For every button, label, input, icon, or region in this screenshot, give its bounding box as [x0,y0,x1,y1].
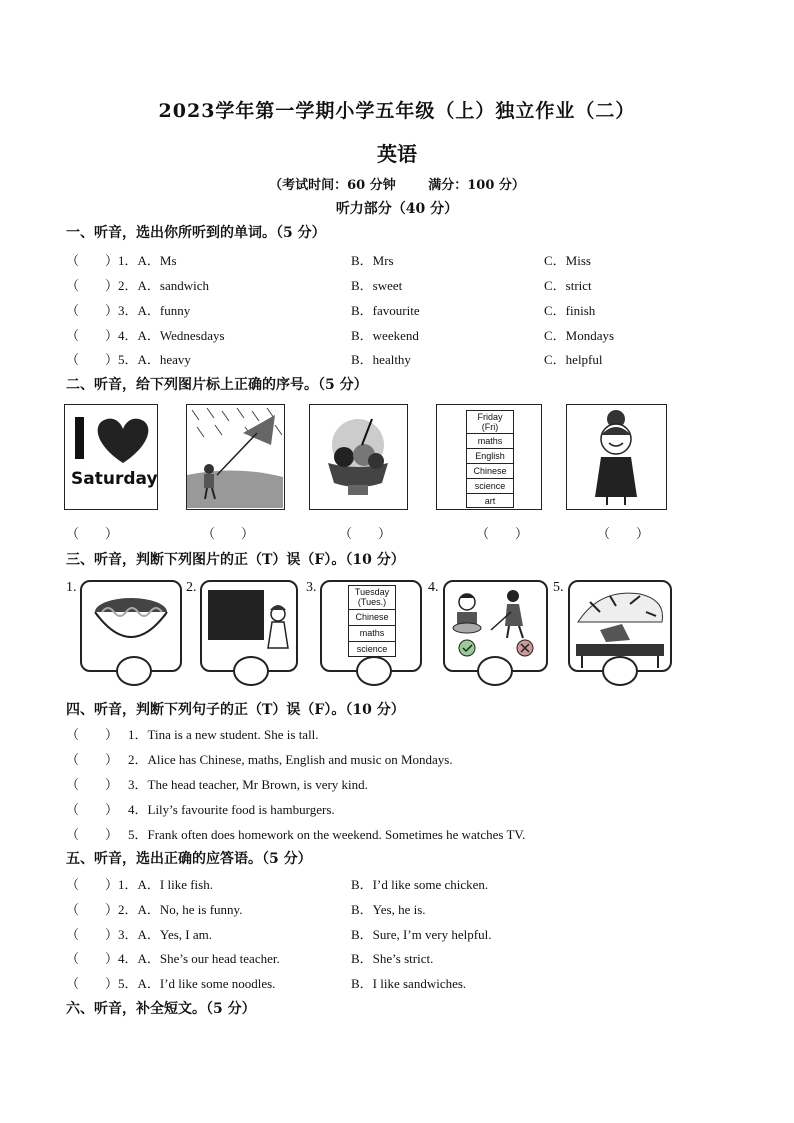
s5-row [66,924,706,944]
item-number: 2. [186,580,197,595]
timetable-day: Tuesday [354,587,390,597]
answer-bracket[interactable]: （ ） [66,802,119,817]
s5-item-b: B．She’s strict. [351,951,434,966]
saturday-text: Saturday [71,469,158,489]
answer-bracket[interactable]: （ ） [66,727,119,742]
s1-item-b: B．healthy [351,352,411,367]
timetable [466,410,514,508]
item-number: 1. [66,580,77,595]
exam-time: （考试时间：60 分钟 [269,178,396,193]
answer-bracket[interactable]: （ ） [66,827,119,842]
s1-row [66,325,706,345]
sentence-text: 3．The head teacher, Mr Brown, is very kind. [128,777,368,792]
answer-bracket[interactable]: （ ） [66,752,119,767]
answer-bracket[interactable]: （ ） [202,526,255,541]
s1-item-c: C．strict [544,278,592,293]
answer-circle[interactable] [233,656,269,686]
item-number: 4. [428,580,439,595]
timetable-subject: maths [467,434,513,449]
timetable-day: Friday [477,412,503,422]
timetable-subject: science [467,479,513,494]
section-1-title: 一、听音，选出你所听到的单词。（5 分） [66,225,326,241]
s1-item-a: （ ）5．A．heavy [66,352,191,367]
timetable-subject: maths [349,626,395,642]
friday-timetable-picture [436,404,542,510]
blackboard-teacher-icon [202,582,296,652]
housework-icon [445,582,546,660]
s1-item-a: （ ）2．A．sandwich [66,278,209,293]
answer-bracket[interactable]: （ ） [66,777,119,792]
s1-item-b: B．favourite [351,303,420,318]
s4-sentence [66,749,453,768]
section-5-title: 五、听音，选出正确的应答语。（5 分） [66,851,312,867]
s1-item-b: B．sweet [351,278,403,293]
s1-row [66,349,706,369]
sentence-text: 4．Lily’s favourite food is hamburgers. [128,802,335,817]
s1-item-b: B．weekend [351,328,419,343]
timetable-subject: Chinese [349,610,395,626]
answer-circle[interactable] [356,656,392,686]
s1-row [66,300,706,320]
ice-cream-icon [310,405,406,508]
s1-item-a: （ ）1．A．Ms [66,253,177,268]
s4-sentence [66,824,525,843]
item-number: 3. [306,580,317,595]
timetable [348,585,396,657]
s5-item-b: B．Yes, he is. [351,902,426,917]
s1-item-c: C．helpful [544,352,603,367]
s4-sentence [66,774,368,793]
s5-row [66,948,706,968]
s1-item-c: C．Miss [544,253,591,268]
love-saturday-picture [64,404,158,510]
ice-cream-picture [309,404,408,510]
answer-circle[interactable] [116,656,152,686]
windy-weather-picture [186,404,285,510]
s1-item-a: （ ）4．A．Wednesdays [66,328,225,343]
wind-rain-icon [187,405,283,508]
s1-row [66,250,706,270]
s5-item-a: （ ）2．A．No, he is funny. [66,902,243,917]
exam-score: 满分：100 分） [428,178,525,193]
section-2-title: 二、听音，给下列图片标上正确的序号。（5 分） [66,377,368,393]
part-title: 听力部分（40 分） [335,201,459,217]
s1-item-b: B．Mrs [351,253,394,268]
sentence-text: 1．Tina is a new student. She is tall. [128,727,319,742]
section-6-title: 六、听音，补全短文。（5 分） [66,1001,256,1017]
s5-row [66,973,706,993]
sentence-text: 2．Alice has Chinese, maths, English and music on Mondays. [128,752,453,767]
sentence-text: 5．Frank often does homework on the weekend. Sometimes he watches TV. [128,827,526,842]
s5-item-a: （ ）1．A．I like fish. [66,877,213,892]
s1-item-c: C．finish [544,303,596,318]
item-number: 5. [553,580,564,595]
s5-item-a: （ ）3．A．Yes, I am. [66,927,213,942]
answer-bracket[interactable]: （ ） [476,526,529,541]
section-3-title: 三、听音，判断下列图片的正（T）误（F）。（10 分） [66,552,405,568]
timetable-subject: Chinese [467,464,513,479]
answer-bracket[interactable]: （ ） [597,526,650,541]
timetable-subject: English [467,449,513,464]
exam-meta [0,174,794,193]
s4-sentence [66,724,319,743]
section-4-title: 四、听音，判断下列句子的正（T）误（F）。（10 分） [66,702,405,718]
funny-girl-picture [566,404,667,510]
s1-row [66,275,706,295]
heart-icon [65,405,156,508]
girl-icon [567,405,665,508]
s1-item-a: （ ）3．A．funny [66,303,191,318]
s5-row [66,899,706,919]
timetable-day-abbr: (Fri) [481,422,499,432]
timetable-day-abbr: (Tues.) [357,597,387,607]
timetable-subject: science [356,644,388,654]
s4-sentence [66,799,335,818]
s5-item-a: （ ）5．A．I’d like some noodles. [66,976,276,991]
s5-row [66,874,706,894]
s5-item-b: B．I’d like some chicken. [351,877,489,892]
page-title: 2023学年第一学期小学五年级（上）独立作业（二） [158,100,636,122]
s5-item-a: （ ）4．A．She’s our head teacher. [66,951,280,966]
noodles-bowl-icon [82,582,180,652]
answer-circle[interactable] [477,656,513,686]
s5-item-b: B．Sure, I’m very helpful. [351,927,492,942]
subject-title: 英语 [377,142,417,166]
s1-item-c: C．Mondays [544,328,615,343]
answer-bracket[interactable]: （ ） [66,526,119,541]
answer-bracket[interactable]: （ ） [339,526,392,541]
answer-circle[interactable] [602,656,638,686]
timetable-subject: art [484,496,496,506]
s5-item-b: B．I like sandwiches. [351,976,467,991]
